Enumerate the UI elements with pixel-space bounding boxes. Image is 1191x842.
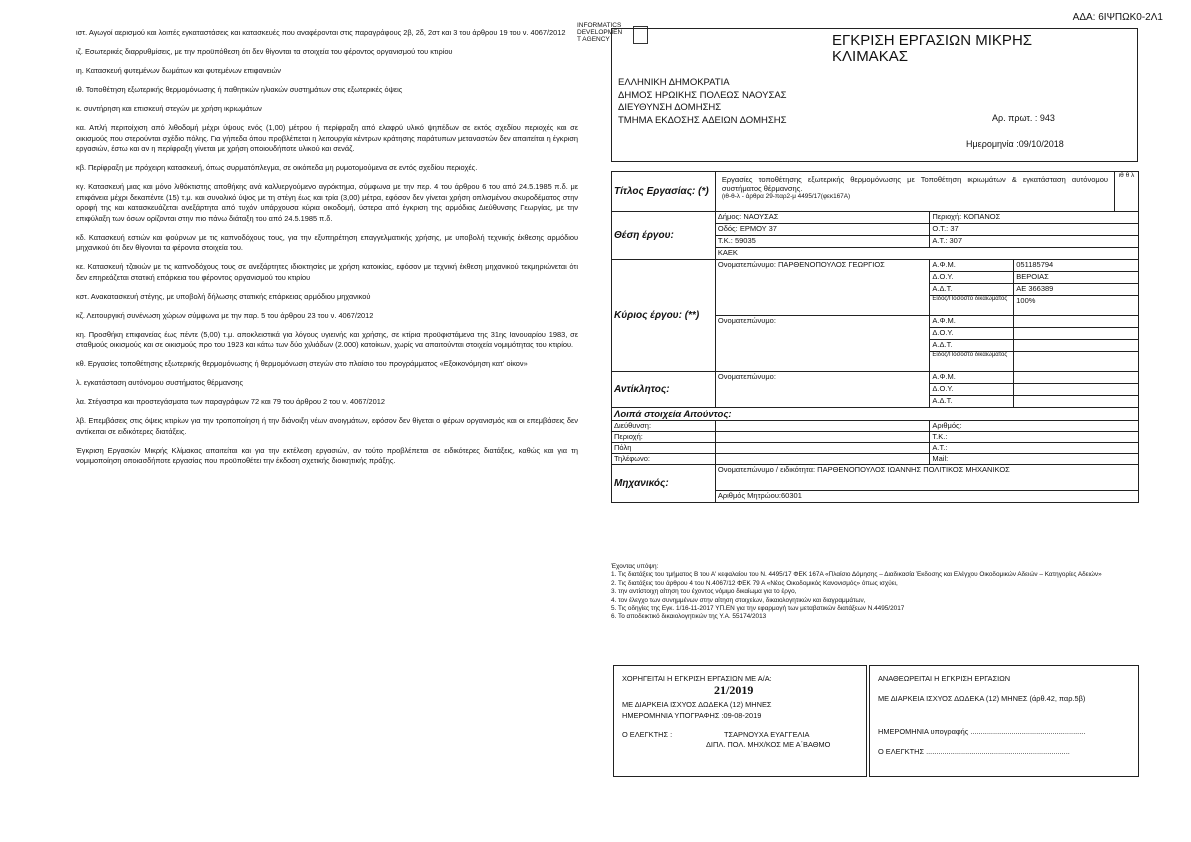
grant-line1: ΧΟΡΗΓΕΙΤΑΙ Η ΕΓΚΡΙΣΗ ΕΡΓΑΣΙΩΝ ΜΕ Α/Α: (622, 674, 772, 683)
renewal-box (869, 665, 1139, 777)
owner-label: Κύριος έργου: (**) (612, 260, 716, 372)
org-line: ΔΙΕΥΘΥΝΣΗ ΔΟΜΗΣΗΣ (618, 102, 722, 113)
header-box (611, 28, 1138, 162)
municipality-field: Δήμος: ΝΑΟΥΣΑΣ (715, 212, 930, 224)
note-item: 4. τον έλεγχο των συνημμένων στην αίτηση στοιχείων, δικαιολογητικών και διαγραμμάτων, (611, 596, 866, 604)
paragraph-kst: κστ. Ανακατασκευή στέγης, με υποβολή δήλωσης στατικής επάρκειας αρμόδιου μηχανικού (76, 291, 371, 301)
block-field: Ο.Τ.: 37 (930, 224, 1139, 236)
engineer-name-field: Ονοματεπώνυμο / ειδικότητα: ΠΑΡΘΕΝΟΠΟΥΛΟΣ ΙΩΑΝΝΗΣ ΠΟΛΙΤΙΚΟΣ ΜΗΧΑΝΙΚΟΣ (715, 465, 1138, 491)
paragraph-iz: ιζ. Εσωτερικές διαρρυθμίσεις, με την προϋπόθεση ότι δεν θίγονται τα στοιχεία του φέροντος οργανισμού του κτιρίου (76, 47, 453, 56)
street-field: Οδός: ΕΡΜΟΥ 37 (715, 224, 930, 236)
org-line: ΔΗΜΟΣ ΗΡΩΙΚΗΣ ΠΟΛΕΩΣ ΝΑΟΥΣΑΣ (618, 89, 787, 101)
applicant-area-field: Περιοχή: (612, 432, 716, 443)
applicant-tk-field: Τ.Κ.: (930, 432, 1139, 443)
engineer-registry-field: Αριθμός Μητρώου:60301 (715, 491, 1138, 503)
paragraph-ih: ιη. Κατασκευή φυτεμένων δωμάτων και φυτεμένων επιφανειών (76, 66, 281, 75)
protocol-date: Ημερομηνία :09/10/2018 (966, 139, 1064, 149)
paragraph-kb: κβ. Περίφραξη με πρόχειρη κατασκευή, όπως συρματόπλεγμα, σε οικόπεδα μη ρυμοτομούμενα σε εντός σχεδίου περιοχές. (76, 163, 478, 172)
renew-line1: ΑΝΑΘΕΩΡΕΙΤΑΙ Η ΕΓΚΡΙΣΗ ΕΡΓΑΣΙΩΝ (878, 674, 1011, 683)
counterparty-doy-label: Δ.Ο.Υ. (930, 384, 1014, 396)
counterparty-name-field: Ονοματεπώνυμο: (715, 372, 930, 408)
owner-afm-value: 051185794 (1014, 260, 1139, 272)
counterparty-doy-value (1014, 384, 1139, 396)
counterparty-adt-label: Α.Δ.Τ. (930, 396, 1014, 408)
note-item: 3. την αντίστοιχη αίτηση του έχοντος νόμιμο δικαίωμα για το έργο, (611, 588, 797, 596)
phone-field: Τηλέφωνο: (612, 454, 716, 465)
owner-share-value: 100% (1014, 296, 1139, 316)
address-field: Διεύθυνση: (612, 421, 716, 432)
owner-doy-value: ΒΕΡΟΙΑΣ (1014, 272, 1139, 284)
inspector-name: ΤΣΑΡΝΟΥΧΑ ΕΥΑΓΓΕΛΙΑ (724, 730, 810, 739)
logo-text-2: DEVELOPMEN (577, 29, 623, 36)
renew-date: ΗΜΕΡΟΜΗΝΙΑ υπογραφής ........................................................ (878, 727, 1086, 736)
owner2-share-label: Είδος/Ποσοστό δικαιώματος (930, 352, 1014, 372)
work-category-codes: ιθ θ λ (1115, 172, 1139, 212)
city-value (715, 443, 930, 454)
paragraph-kh: κη. Προσθήκη επιφανείας έως πέντε (5,00) τ.μ. αποκλειστικά για λόγους υγιεινής και χρήσης, σε κτίρια προϋφιστάμενα της 31ης Ιανουαρίου 1983, σε σταθμούς οικισμούς και σε οικισμούς προ του 1923 και κάτω των δύο χιλιάδων (2.000) κατοίκων, χωρίς να απαιτούνται στοιχεία νομιμότητας του κτιρίου. (76, 329, 578, 349)
owner2-adt-label: Α.Δ.Τ. (930, 340, 1014, 352)
paragraph-kth: κθ. Εργασίες τοποθέτησης εξωτερικής θερμομόνωσης ή θερμομόνωση στεγών στο πλαίσιο του προγράμματος «Εξοικονόμηση κατ' οίκον» (76, 359, 528, 368)
logo-text-1: INFORMATICS (577, 22, 622, 29)
org-line: ΕΛΛΗΝΙΚΗ ΔΗΜΟΚΡΑΤΙΑ (618, 77, 730, 88)
work-reference: (ιθ-θ-λ - άρθρα 29-παρ2-μ 4495/17(φεκ167Α) (721, 193, 851, 200)
work-title-label: Τίτλος Εργασίας: (*) (612, 172, 716, 212)
counterparty-afm-value (1014, 372, 1139, 384)
note-item: 1. Τις διατάξεις του τμήματος Β του Α' κεφαλαίου του Ν. 4495/17 ΦΕΚ 167Α «Πλαίσιο Δόμησης – Διαδικασία Έκδοσης και Ελέγχου Οικοδομικών Αδειών – Κατηγορίες Αδειών» (611, 571, 1102, 579)
mail-field: Mail: (930, 454, 1139, 465)
city-field: Πόλη (612, 443, 716, 454)
work-title-cell (715, 172, 1114, 212)
left-column (76, 28, 578, 475)
document-title: ΕΓΚΡΙΣΗ ΕΡΓΑΣΙΩΝ ΜΙΚΡΗΣ ΚΛΙΜΑΚΑΣ (832, 32, 1033, 65)
applicant-area-value (715, 432, 930, 443)
owner2-afm-value (1014, 316, 1139, 328)
counterparty-afm-label: Α.Φ.Μ. (930, 372, 1014, 384)
application-form (611, 171, 1139, 503)
paragraph-ith: ιθ. Τοποθέτηση εξωτερικής θερμομόνωσης ή παθητικών ηλιακών συστημάτων στις εξωτερικές όψεις (76, 85, 403, 94)
owner-adt-value: ΑΕ 366389 (1014, 284, 1139, 296)
paragraph-kz: κζ. Λειτουργική συνένωση χώρων σύμφωνα με την παρ. 5 του άρθρου 23 του ν. 4067/2012 (76, 310, 374, 320)
paragraph-ka: κα. Απλή περιτοίχιση από λιθοδομή μέχρι ύψους ενός (1,00) μέτρου ή περίφραξη από ελαφρύ υλικό ψηπέδων σε εκτός σχεδίου περιοχές και σε οικισμούς που στερούνται σχέδιο πόλης. Για γήπεδα όπου προβλέπεται η λειτουργία κέντρων κράτησης παράτυπων μεταναστών δεν απαιτείται η έγκριση εργασιών, έστω και αν η περίφραξη γίνεται με χρήση οποιουδήποτε υλικού και σενάζ. (76, 123, 578, 153)
paragraph-k: κ. συντήρηση και επισκευή στεγών με χρήση ικριωμάτων (76, 104, 262, 113)
paragraph-lb: λβ. Επεμβάσεις στις όψεις κτιρίων για την τροποποίηση ή την διάνοιξη νέων ανοιγμάτων, εφόσον δεν θίγεται ο φέρων οργανισμός και οι επεμβάσεις δεν αντίκειται σε ειδικότερες διατάξεις. (76, 416, 578, 436)
owner2-afm-label: Α.Φ.Μ. (930, 316, 1014, 328)
owner-name-field: Ονοματεπώνυμο: ΠΑΡΘΕΝΟΠΟΥΛΟΣ ΓΕΩΡΓΙΟΣ (715, 260, 930, 316)
paragraph-ist: ιστ. Αγωγοί αερισμού και λοιπές εγκαταστάσεις και κατασκευές που αναφέρονται στις παραγράφους 2β, 2δ, 2στ και 3 του άρθρου 19 του ν. 4067/2012 (76, 28, 566, 37)
location-label: Θέση έργου: (612, 212, 716, 260)
grant-duration: ΜΕ ΔΙΑΡΚΕΙΑ ΙΣΧΥΟΣ ΔΩΔΕΚΑ (12) ΜΗΝΕΣ (622, 700, 772, 709)
applicant-at-field: Α.Τ.: (930, 443, 1139, 454)
owner2-name-field: Ονοματεπώνυμο: (715, 316, 930, 372)
paragraph-l: λ. εγκατάσταση αυτόνομου συστήματος θέρμανσης (76, 378, 244, 387)
grant-signing-date (622, 711, 761, 720)
owner-afm-label: Α.Φ.Μ. (930, 260, 1014, 272)
inspector-label: Ο ΕΛΕΓΚΤΗΣ : (622, 730, 673, 739)
paragraph-kd: κδ. Κατασκευή εστιών και φούρνων με τις καπνοδόχους τους, για την εξυπηρέτηση επαγγελματικής χρήσης, με υποβολή τεχνικής έκθεσης αρμόδιου μηχανικού ότι δεν θίγονται τα φέροντα στοιχεία του. (76, 232, 578, 252)
owner-adt-label: Α.Δ.Τ. (930, 284, 1014, 296)
owner-share-label: Είδος/Ποσοστό δικαιώματος (930, 296, 1014, 316)
number-field: Αριθμός: (930, 421, 1139, 432)
applicant-details-label: Λοιπά στοιχεία Αιτούντος: (612, 408, 1139, 421)
address-value (715, 421, 930, 432)
inspector-title: ΔΙΠΛ. ΠΟΛ. ΜΗΧ/ΚΟΣ ΜΕ Α΄ΒΑΘΜΟ (706, 740, 831, 749)
owner2-share-value (1014, 352, 1139, 372)
protocol-number: Αρ. πρωτ. : 943 (992, 113, 1055, 123)
note-item: 2. Τις διατάξεις του άρθρου 4 του Ν.4067/12 ΦΕΚ 79 Α «Νέος Οικοδομικός Κανονισμός» όπως ισχύει, (611, 579, 898, 587)
engineer-label: Μηχανικός: (612, 465, 716, 503)
owner2-doy-label: Δ.Ο.Υ. (930, 328, 1014, 340)
owner2-doy-value (1014, 328, 1139, 340)
paragraph-la: λα. Στέγαστρα και προστεγάσματα των παραγράφων 72 και 79 του άρθρου 2 του ν. 4067/2012 (76, 397, 385, 406)
work-title-text: Εργασίες τοποθέτησης εξωτερικής θερμομόνωσης με Τοποθέτηση ικριωμάτων & εγκατάσταση αυτόνομου συστήματος θέρμανσης. (721, 175, 1108, 193)
paragraph-ke: κε. Κατασκευή τζακιών με τις καπνοδόχους τους σε ανεξάρτητες ιδιοκτησίες με χρήση κατοικίας, εφόσον με τεχνική έκθεση μηχανικού τεκμηριώνεται ότι δεν επηρεάζεται στατική επάρκεια του φέροντος οργανισμού του κτιρίου (76, 262, 578, 282)
notes-heading: Έχοντας υπόψη: (611, 563, 659, 570)
counterparty-label: Αντίκλητος: (612, 372, 716, 408)
renew-inspector: Ο ΕΛΕΓΚΤΗΣ ...................................................................... (878, 747, 1070, 756)
owner-doy-label: Δ.Ο.Υ. (930, 272, 1014, 284)
grant-number: 21/2019 (714, 683, 754, 697)
phone-value (715, 454, 930, 465)
area-field: Περιοχή: ΚΟΠΑΝΟΣ (930, 212, 1139, 224)
note-item: 5. Τις οδηγίες της Εγκ. 1/16-11-2017 ΥΠ.ΕΝ για την εφαρμογή των μεταβατικών διατάξεων Ν.4495/2017 (611, 605, 905, 613)
legal-basis-notes (611, 563, 1151, 622)
grant-box (613, 665, 867, 777)
counterparty-adt-value (1014, 396, 1139, 408)
postal-code-field: Τ.Κ.: 59035 (715, 236, 930, 248)
logo-text-3: T AGENCY (577, 36, 610, 43)
kaek-field: ΚΑΕΚ (715, 248, 1138, 260)
at-field: Α.Τ.: 307 (930, 236, 1139, 248)
paragraph-closing: Έγκριση Εργασιών Μικρής Κλίμακας απαιτείται και για την εκτέλεση εργασιών, αν τούτο προβλέπεται σε ειδικότερες διατάξεις, καθώς και για τη νομιμοποίηση οποιασδήποτε εργασίας που προϋποθέτει την έκδοση σχετικής διοικητικής πράξης. (76, 445, 578, 465)
organization-block (618, 77, 787, 127)
note-item: 6. Το αποδεικτικό δικαιολογητικών της Υ.Α. 55174/2013 (611, 613, 767, 621)
ada-code: ΑΔΑ: 6ΙΨΠΩΚ0-2Λ1 (1072, 12, 1163, 23)
renew-duration: ΜΕ ΔΙΑΡΚΕΙΑ ΙΣΧΥΟΣ ΔΩΔΕΚΑ (12) ΜΗΝΕΣ (άρθ.42, παρ.5β) (878, 694, 1086, 703)
grant-signing-date-text: ΗΜΕΡΟΜΗΝΙΑ ΥΠΟΓΡΑΦΗΣ :09-08-2019 (622, 711, 762, 720)
org-line: ΤΜΗΜΑ ΕΚΔΟΣΗΣ ΑΔΕΙΩΝ ΔΟΜΗΣΗΣ (618, 114, 787, 126)
paragraph-kg: κγ. Κατασκευή μιας και μόνο λιθόκτιστης αποθήκης ανά καλλιεργούμενο αγρόκτημα, σύμφωνα με την περ. 4 του άρθρου 6 του από 24.5.1985 π.δ. με επιφάνεια μέχρι δεκαπέντε (15) τ.μ. και συνολικό ύψος με τη στέγη έως και τρία (3,00) μέτρα, εφόσον δεν γίνεται χρήση οπλισμένου σκυροδέματος στην οροφή της και κατασκευάζεται ανεξάρτητα από τυχόν υπάρχουσα κύρια οικοδομή, ύστερα από έγκριση της αρμόδιας Διεύθυνσης Γεωργίας, με την επιφύλαξη των όσων ορίζονται στην πιο πάνω διάταξη του από 24.5.1985 π.δ. (76, 182, 578, 223)
owner2-adt-value (1014, 340, 1139, 352)
